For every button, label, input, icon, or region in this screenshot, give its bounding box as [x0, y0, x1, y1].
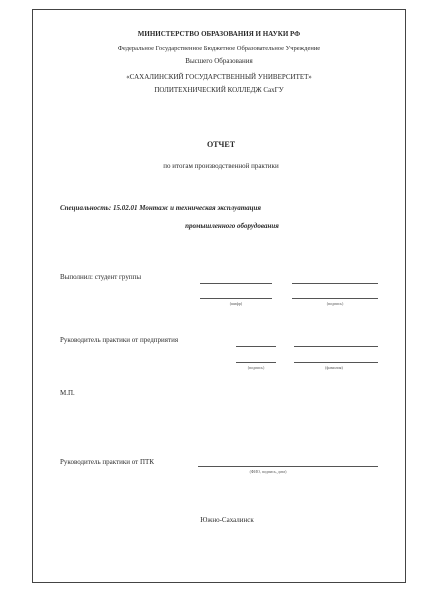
college-supervisor-label: Руководитель практики от ПТК	[60, 458, 154, 466]
student-caption-1: (шифр)	[229, 301, 243, 306]
student-name-line	[292, 283, 378, 284]
enterprise-surname-underline	[294, 362, 378, 363]
institution-line-2: Высшего Образования	[185, 57, 253, 65]
student-group-line	[200, 283, 272, 284]
ministry-heading: МИНИСТЕРСТВО ОБРАЗОВАНИЯ И НАУКИ РФ	[137, 30, 301, 38]
enterprise-signature-line	[236, 346, 276, 347]
report-title: ОТЧЕТ	[206, 140, 236, 149]
page-border-frame	[32, 9, 406, 583]
enterprise-caption-2: (фамилия)	[325, 365, 343, 370]
city-footer: Южно-Сахалинск	[200, 516, 254, 524]
stamp-placeholder: М.П.	[60, 389, 75, 397]
institution-line-1: Федеральное Государственное Бюджетное Образовательное Учреждение	[117, 45, 321, 52]
student-code-line	[200, 298, 272, 299]
specialty-line-2: промышленного оборудования	[185, 222, 279, 230]
specialty-line-1: Специальность: 15.02.01 Монтаж и техническая эксплуатация	[60, 204, 262, 212]
enterprise-sign-underline	[236, 362, 276, 363]
enterprise-caption-1: (подпись)	[247, 365, 265, 370]
university-name: «САХАЛИНСКИЙ ГОСУДАРСТВЕННЫЙ УНИВЕРСИТЕТ»	[126, 73, 312, 81]
student-caption-2: (подпись)	[326, 301, 344, 306]
student-label: Выполнил: студент группы	[60, 273, 142, 281]
student-signature-line	[292, 298, 378, 299]
college-name: ПОЛИТЕХНИЧЕСКИЙ КОЛЛЕДЖ СахГУ	[154, 86, 284, 94]
report-subtitle: по итогам производственной практики	[163, 162, 279, 170]
college-supervisor-caption: (ФИО, подпись, дата)	[249, 469, 287, 474]
enterprise-name-line	[294, 346, 378, 347]
enterprise-supervisor-label: Руководитель практики от предприятия	[60, 336, 179, 344]
college-supervisor-line	[198, 466, 378, 467]
